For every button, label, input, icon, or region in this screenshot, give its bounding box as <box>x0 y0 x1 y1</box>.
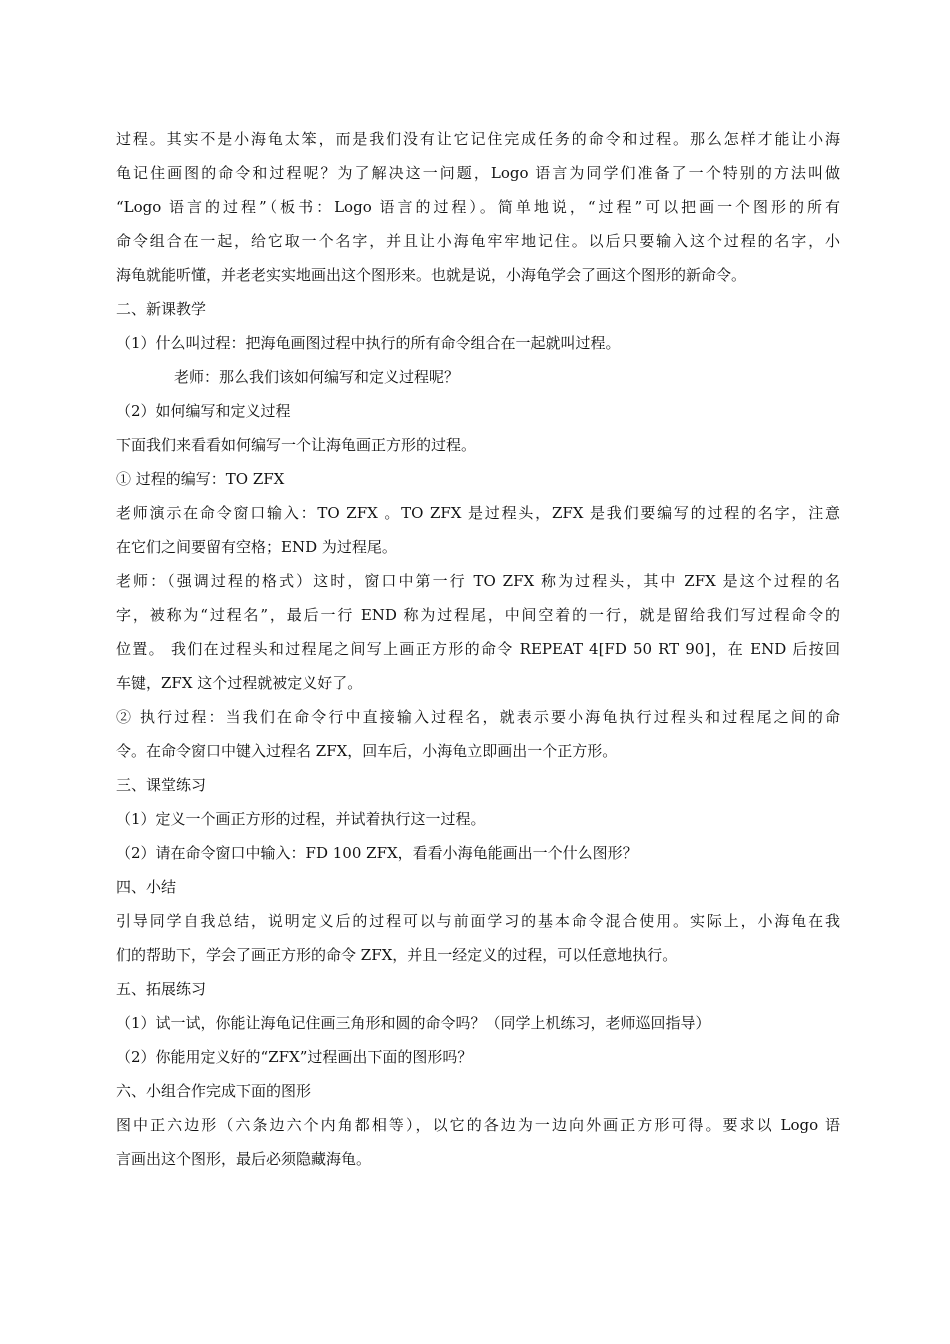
paragraph-line: （1）试一试，你能让海龟记住画三角形和圆的命令吗？（同学上机练习，老师巡回指导） <box>116 1014 711 1032</box>
paragraph-line: 车键，ZFX 这个过程就被定义好了。 <box>116 674 363 692</box>
paragraph-line: 在它们之间要留有空格；END 为过程尾。 <box>116 538 397 556</box>
section-heading: 六、小组合作完成下面的图形 <box>116 1082 312 1100</box>
paragraph-line: “Logo 语言的过程”（板书：Logo 语言的过程）。简单地说，“过程”可以把画一个图形的所有 <box>116 198 840 216</box>
paragraph-line: 龟记住画图的命令和过程呢？为了解决这一问题，Logo 语言为同学们准备了一个特别的方法叫做 <box>116 164 840 182</box>
paragraph-line: 引导同学自我总结，说明定义后的过程可以与前面学习的基本命令混合使用。实际上，小海龟在我 <box>116 912 840 930</box>
paragraph-line: 字，被称为“过程名”，最后一行 END 称为过程尾，中间空着的一行，就是留给我们写过程命令的 <box>116 606 840 624</box>
paragraph-line: （1）定义一个画正方形的过程，并试着执行这一过程。 <box>116 810 486 828</box>
paragraph-line: 过程。其实不是小海龟太笨，而是我们没有让它记住完成任务的命令和过程。那么怎样才能让小海 <box>116 130 840 148</box>
paragraph-line: ① 过程的编写：TO ZFX <box>116 470 285 488</box>
paragraph-line: 图中正六边形（六条边六个内角都相等），以它的各边为一边向外画正方形可得。要求以 Logo 语 <box>116 1116 840 1134</box>
paragraph-line: 们的帮助下，学会了画正方形的命令 ZFX，并且一经定义的过程，可以任意地执行。 <box>116 946 678 964</box>
paragraph-line: （1）什么叫过程：把海龟画图过程中执行的所有命令组合在一起就叫过程。 <box>116 334 621 352</box>
document-body <box>116 122 840 1176</box>
paragraph-line: 命令组合在一起，给它取一个名字，并且让小海龟牢牢地记住。以后只要输入这个过程的名字，小 <box>116 232 840 250</box>
paragraph-line: 老师：那么我们该如何编写和定义过程呢？ <box>174 368 460 386</box>
paragraph-line: （2）如何编写和定义过程 <box>116 402 291 420</box>
paragraph-line: 下面我们来看看如何编写一个让海龟画正方形的过程。 <box>116 436 477 454</box>
paragraph-line: 位置。 我们在过程头和过程尾之间写上画正方形的命令 REPEAT 4[FD 50 RT 90]，在 END 后按回 <box>116 640 840 658</box>
section-heading: 五、拓展练习 <box>116 980 207 998</box>
section-heading: 三、课堂练习 <box>116 776 207 794</box>
paragraph-line: （2）请在命令窗口中输入：FD 100 ZFX，看看小海龟能画出一个什么图形？ <box>116 844 638 862</box>
paragraph-line: （2）你能用定义好的“ZFX”过程画出下面的图形吗？ <box>116 1048 473 1066</box>
paragraph-line: 老师演示在命令窗口输入：TO ZFX 。TO ZFX 是过程头，ZFX 是我们要编写的过程的名字，注意 <box>116 504 840 522</box>
paragraph-line: 海龟就能听懂，并老老实实地画出这个图形来。也就是说，小海龟学会了画这个图形的新命令。 <box>116 266 747 284</box>
paragraph-line: 老师：（强调过程的格式）这时，窗口中第一行 TO ZFX 称为过程头，其中 ZFX 是这个过程的名 <box>116 572 840 590</box>
section-heading: 二、新课教学 <box>116 300 207 318</box>
paragraph-line: 言画出这个图形，最后必须隐藏海龟。 <box>116 1150 372 1168</box>
paragraph-line: 令。在命令窗口中键入过程名 ZFX，回车后，小海龟立即画出一个正方形。 <box>116 742 618 760</box>
section-heading: 四、小结 <box>116 878 177 896</box>
paragraph-line: ② 执行过程：当我们在命令行中直接输入过程名，就表示要小海龟执行过程头和过程尾之间的命 <box>116 708 840 726</box>
